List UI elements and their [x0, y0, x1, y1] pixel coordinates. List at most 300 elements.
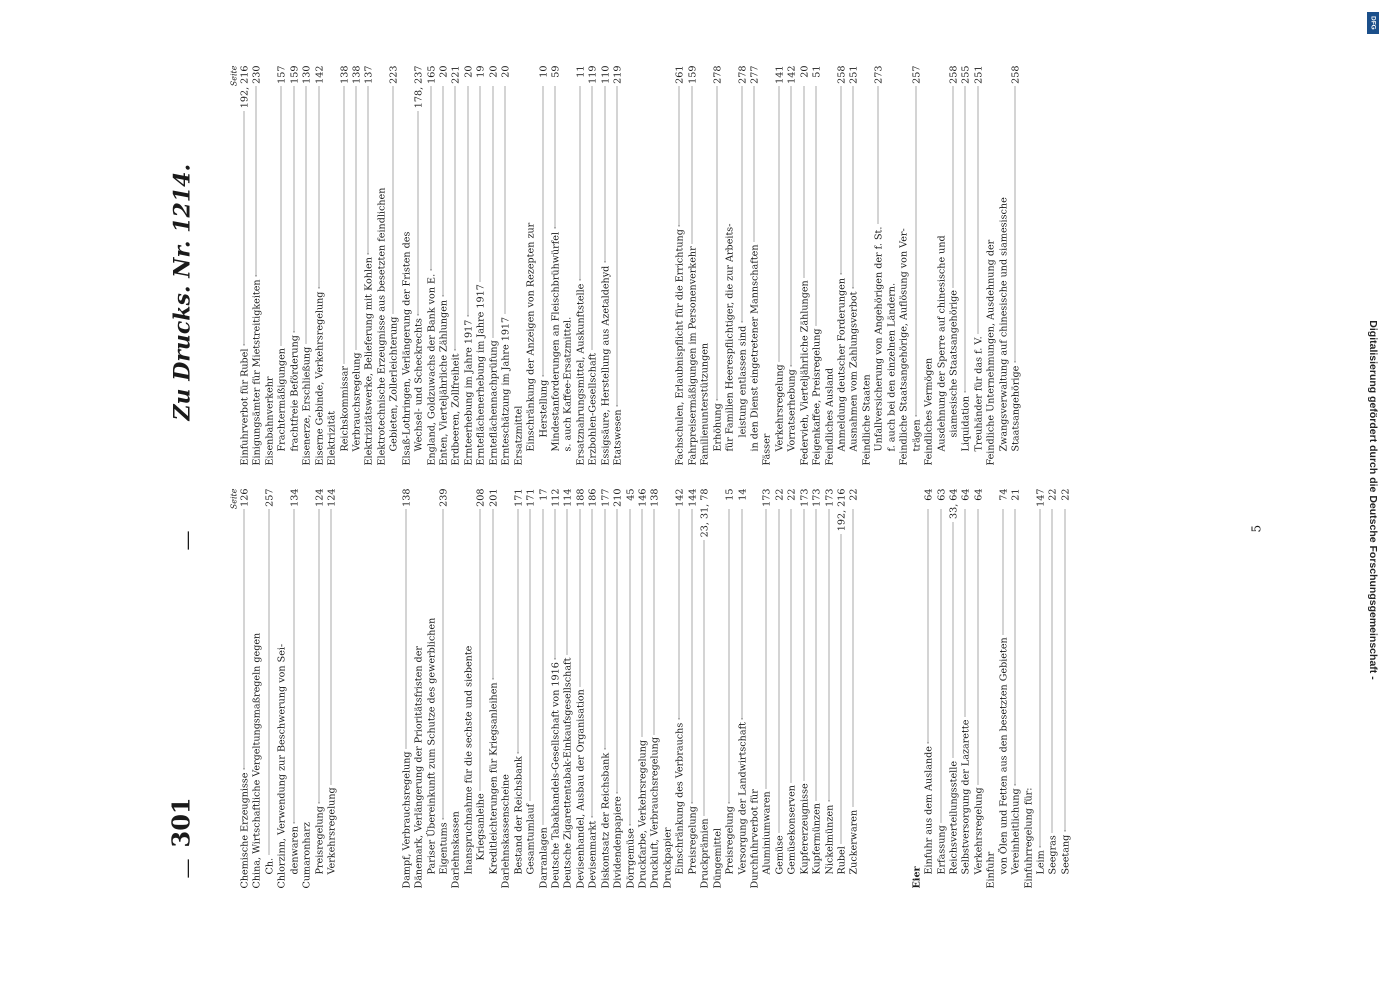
index-entry	[924, 66, 936, 466]
entry-page: 141	[774, 65, 786, 84]
leader-dots	[828, 510, 829, 802]
leader-dots	[791, 87, 792, 366]
entry-page: 210	[612, 488, 624, 507]
index-entry	[899, 489, 911, 889]
entry-term: in den Dienst eingetretener Mannschaften	[749, 244, 761, 452]
leader-dots	[492, 87, 493, 338]
entry-page: 255	[960, 65, 972, 84]
entry-page: 147	[1035, 488, 1047, 507]
entry-term: Cumaronharz	[301, 822, 313, 889]
entry-term: Erhöhung	[712, 403, 724, 452]
entry-page: 21	[1010, 488, 1022, 501]
entry-term: Gesamtumlauf	[525, 803, 537, 875]
entry-term: Darranlagen	[538, 827, 549, 889]
entry-term: Durchfuhrverbot für	[749, 789, 761, 889]
leader-dots	[579, 510, 580, 686]
leader-dots	[679, 87, 680, 226]
index-entry	[799, 66, 811, 466]
entry-page: 219	[612, 65, 624, 84]
entry-page: 258	[836, 65, 848, 84]
entry-term: Einfuhr aus dem Auslande	[923, 746, 935, 875]
leader-dots	[443, 510, 444, 820]
leader-dots	[393, 87, 394, 314]
leader-dots	[778, 510, 779, 833]
index-entry	[650, 66, 662, 466]
index-entry	[762, 489, 774, 889]
entry-page: 171	[513, 488, 525, 507]
entry-term: Seetang	[1060, 834, 1072, 875]
entry-term: Eigentums	[438, 822, 450, 875]
leader-dots	[816, 87, 817, 326]
entry-term: Preisregelung	[724, 806, 736, 875]
entry-page: 22	[1060, 488, 1072, 501]
entry-term: Enten, Vierteljährliche Zählungen	[438, 299, 450, 466]
index-entry	[439, 489, 451, 889]
index-entry	[1011, 489, 1023, 889]
index-entry	[874, 489, 886, 889]
entry-term: Fachschulen, Erlaubnispflicht für die Errichtung	[674, 229, 686, 466]
entry-page: 22	[774, 488, 786, 501]
entry-page: 173	[824, 488, 836, 507]
index-entry	[998, 489, 1010, 889]
index-entry	[550, 489, 562, 889]
entry-term: Darlehnskassenscheine	[500, 774, 512, 889]
entry-page: 74	[998, 488, 1010, 501]
entry-term: Reichskommissar	[339, 366, 350, 452]
index-entry	[376, 66, 388, 466]
index-entry	[886, 66, 898, 466]
leader-dots	[716, 87, 717, 400]
leader-dots	[244, 111, 245, 345]
entry-term: denwaren	[289, 826, 301, 875]
page-header	[167, 1, 217, 1001]
entry-page: 20	[488, 65, 500, 78]
entry-page: 112	[550, 488, 562, 507]
leader-dots	[604, 87, 605, 263]
index-entry	[936, 66, 948, 466]
leader-dots	[244, 510, 245, 770]
page-number: 301	[166, 797, 196, 848]
index-entry	[488, 66, 500, 466]
leader-dots	[816, 510, 817, 800]
leader-dots	[977, 510, 978, 785]
entry-page: 33, 64	[948, 488, 960, 520]
entry-term: Dampf, Verbrauchsregelung	[401, 751, 413, 889]
entry-term: Selbstversorgung der Lazarette	[960, 719, 972, 875]
index-entry	[426, 489, 438, 889]
leader-dots	[418, 111, 419, 315]
entry-page: 23, 31, 78	[699, 488, 711, 538]
entry-term: Bestand der Reichsbank	[513, 756, 525, 875]
index-entry	[526, 489, 538, 889]
index-entry	[725, 66, 737, 466]
index-entry	[973, 66, 985, 466]
entry-term: Federvieh, Vierteljährliche Zählungen	[799, 280, 811, 466]
entry-term: Verkehrsregelung	[973, 787, 985, 875]
index-entry	[1048, 489, 1060, 889]
entry-term: frachtfreie Beförderung	[289, 335, 301, 452]
entry-page: 137	[363, 65, 375, 84]
leader-dots	[691, 510, 692, 803]
index-entry	[911, 489, 923, 889]
entry-term: Familienunterstützungen	[699, 342, 711, 466]
footer-number: 5	[1249, 524, 1264, 533]
entry-page: 173	[761, 488, 773, 507]
index-entry	[439, 66, 451, 466]
entry-page: 64	[973, 488, 985, 501]
index-entry	[824, 66, 836, 466]
entry-page: 114	[562, 488, 574, 507]
index-entry	[277, 66, 289, 466]
entry-page: 186	[587, 488, 599, 507]
index-entry	[351, 66, 363, 466]
index-entry	[600, 66, 612, 466]
entry-term: Erdbeeren, Zollfreiheit	[450, 353, 462, 466]
leader-dots	[554, 510, 555, 659]
leader-dots	[505, 87, 506, 314]
entry-term: f. auch bei den einzelnen Ländern.	[886, 282, 898, 452]
entry-page: 119	[587, 65, 599, 84]
entry-page: 146	[637, 488, 649, 507]
entry-term: Rubel	[836, 846, 848, 875]
leader-dots	[281, 87, 282, 345]
leader-dots	[617, 87, 618, 407]
entry-page: 22	[1047, 488, 1059, 501]
entry-term: Pariser Übereinkunft zum Schutze des gewerblichen	[426, 617, 438, 875]
entry-page: 159	[687, 65, 699, 84]
entry-term: Ch.	[264, 857, 276, 875]
entry-term: Etatswesen	[612, 409, 624, 466]
entry-page: 142	[674, 488, 686, 507]
entry-term: Feindliche Unternehmungen, Ausdehnung der	[985, 239, 997, 466]
leader-dots	[654, 510, 655, 734]
index-entry	[588, 66, 600, 466]
index-entry	[414, 489, 426, 889]
entry-page: 134	[289, 488, 301, 507]
page-title: Zu Drucks. Nr. 1214.	[169, 163, 196, 421]
index-entry	[451, 489, 463, 889]
leader-dots	[343, 87, 344, 363]
index-entry	[252, 489, 264, 889]
index-entry	[948, 489, 960, 889]
entry-term: Dänemark, Verlängerung der Prioritätsfristen der	[413, 646, 425, 889]
entry-term: Fässer	[761, 433, 773, 466]
index-entry	[1060, 489, 1072, 889]
entry-term: Verkehrsregelung	[326, 787, 338, 875]
leader-dots	[467, 87, 468, 317]
index-entry	[289, 66, 301, 466]
leader-dots	[878, 87, 879, 224]
entry-page: 201	[488, 488, 500, 507]
leader-dots	[592, 510, 593, 818]
digitization-sidebar	[1366, 6, 1380, 994]
entry-term: Feindliche Staatsangehörige, Auflösung von Ver-	[898, 228, 910, 466]
entry-term: Vorratserhebung	[786, 369, 798, 452]
leader-dots	[940, 510, 941, 823]
entry-term: Wechsel- und Scheckrechts	[413, 318, 425, 452]
entry-term: Gebieten, Zollerleichterung	[388, 316, 400, 452]
entry-page: 45	[625, 488, 637, 501]
index-entry	[302, 66, 314, 466]
index-entry	[513, 489, 525, 889]
index-entry	[998, 66, 1010, 466]
entry-term: s. auch Kaffee-Ersatzmittel.	[562, 316, 574, 452]
leader-dots	[965, 510, 966, 717]
entry-term: Einfuhr	[985, 851, 997, 889]
index-entry	[1036, 489, 1048, 889]
entry-page: 130	[301, 65, 313, 84]
index-entry	[563, 489, 575, 889]
leader-dots	[554, 87, 555, 229]
index-entry	[476, 66, 488, 466]
leader-dots	[704, 540, 705, 815]
leader-dots	[741, 87, 742, 323]
leader-dots	[443, 87, 444, 297]
entry-term: Ausnahmen vom Zahlungsverbot	[848, 291, 860, 452]
entry-term: Einfuhrregelung für:	[1023, 787, 1035, 889]
leader-dots	[791, 510, 792, 783]
leader-dots	[741, 510, 742, 720]
index-entry	[936, 489, 948, 889]
entry-term: trägen	[911, 419, 923, 452]
entry-page: 144	[687, 488, 699, 507]
leader-dots	[306, 87, 307, 344]
index-entry	[986, 489, 998, 889]
entry-page: 20	[463, 65, 475, 78]
leader-dots	[1040, 510, 1041, 847]
leader-dots	[766, 510, 767, 788]
entry-term: Erzbohlen-Gesellschaft	[587, 352, 599, 466]
index-entry	[911, 66, 923, 466]
entry-term: China, Wirtschaftliche Vergeltungsmaßregeln gegen	[251, 632, 263, 889]
entry-term: Einigungsämter für Mietstreitigkeiten	[251, 279, 263, 466]
entry-page: 22	[848, 488, 860, 501]
entry-term: Essigsäure, Herstellung aus Azetaldehyd	[600, 265, 612, 466]
index-entry	[264, 489, 276, 889]
index-entry	[613, 489, 625, 889]
leader-dots	[841, 87, 842, 275]
entry-term: Kupfermünzen	[811, 803, 823, 875]
entry-term: Treuhänder für das f. V.	[973, 336, 985, 452]
index-entry	[364, 489, 376, 889]
index-entry	[476, 489, 488, 889]
index-entry	[389, 66, 401, 466]
index-entry	[737, 66, 749, 466]
index-entry	[314, 489, 326, 889]
entry-page: 165	[426, 65, 438, 84]
leader-dots	[729, 510, 730, 804]
entry-page: 239	[438, 488, 450, 507]
entry-term: Staatsangehörige	[1010, 365, 1022, 452]
entry-page: 63	[936, 488, 947, 501]
index-entry	[837, 66, 849, 466]
leader-dots	[915, 87, 916, 417]
entry-term: Herstellung	[538, 379, 549, 438]
entry-term: Ernteschätzung im Jahre 1917	[500, 316, 512, 466]
index-entry	[252, 66, 264, 466]
entry-page: 20	[500, 65, 512, 78]
entry-page: 17	[538, 488, 549, 501]
index-entry	[973, 489, 985, 889]
index-entry	[812, 66, 824, 466]
index-entry	[961, 66, 973, 466]
entry-term: Ernteflächenerhebung im Jahre 1917	[475, 284, 487, 466]
entry-term: Versorgung der Landwirtschaft	[737, 722, 748, 875]
entry-term: Eiserne Gebinde, Verkehrsregelung	[314, 291, 326, 466]
entry-term: Einfuhrverbot für Rubel	[239, 348, 251, 466]
index-entry	[600, 489, 612, 889]
index-entry	[837, 489, 849, 889]
entry-page: 138	[401, 488, 413, 507]
index-entry	[824, 489, 836, 889]
entry-page: 138	[339, 65, 350, 84]
index-entry	[874, 66, 886, 466]
entry-term: Gemüse	[774, 835, 786, 875]
leader-dots	[642, 510, 643, 737]
entry-term: Gemüsekonserven	[786, 785, 798, 875]
leader-dots	[368, 87, 369, 254]
index-entry	[289, 489, 301, 889]
index-entry	[700, 66, 712, 466]
entry-term: leistung entlassen sind	[737, 325, 748, 438]
entry-page: 142	[314, 65, 326, 84]
index-entry	[625, 489, 637, 889]
leader-dots	[778, 87, 779, 362]
entry-page: 188	[575, 488, 587, 507]
entry-term: Inanspruchnahme für die sechste und siebente	[463, 645, 475, 875]
entry-page: 126	[239, 488, 251, 507]
entry-term: Devisenmarkt	[587, 820, 599, 889]
entry-term: Druckprämien	[699, 818, 711, 889]
index-entry	[1011, 66, 1023, 466]
leader-dots	[592, 87, 593, 350]
entry-term: Eisenerze, Erschließung	[301, 346, 313, 466]
index-column-left	[230, 489, 1073, 889]
index-entry	[899, 66, 911, 466]
index-entry	[638, 66, 650, 466]
entry-term: Preisregelung	[687, 806, 699, 875]
leader-dots	[318, 87, 319, 289]
index-entry	[924, 489, 936, 889]
index-entry	[687, 66, 699, 466]
index-entry	[625, 66, 637, 466]
entry-page: 223	[388, 65, 400, 84]
index-entry	[675, 489, 687, 889]
leader-dots	[293, 87, 294, 332]
entry-term: Seegras	[1047, 835, 1059, 875]
index-entry	[662, 66, 674, 466]
entry-term: Ersatzmittel	[513, 405, 525, 466]
index-entry	[787, 66, 799, 466]
leader-dots	[928, 510, 929, 744]
entry-page: 257	[911, 65, 923, 84]
entry-page: 142	[786, 65, 798, 84]
leader-dots	[604, 510, 605, 750]
leader-dots	[952, 522, 953, 758]
index-entry	[463, 66, 475, 466]
leader-dots	[1064, 510, 1065, 832]
entry-term: Ausdehnung der Sperre auf chinesische und	[936, 235, 947, 452]
entry-page: 192, 216	[836, 488, 848, 532]
entry-term: Druckfarbe, Verkehrsregelung	[637, 739, 649, 889]
index-entry	[302, 489, 314, 889]
entry-term: Düngemittel	[712, 828, 724, 889]
index-entry	[861, 66, 873, 466]
entry-term: England, Goldzuwachs der Bank von E.	[426, 273, 438, 466]
leader-dots	[803, 510, 804, 781]
entry-page: 19	[475, 65, 487, 78]
entry-page: 178, 237	[413, 65, 425, 109]
index-entry	[575, 66, 587, 466]
entry-term: Feindliche Staaten	[861, 374, 873, 466]
index-entry	[351, 489, 363, 889]
index-entry	[749, 489, 761, 889]
index-entry	[538, 489, 550, 889]
leader-dots	[853, 87, 854, 289]
leader-dots	[1052, 510, 1053, 833]
index-entry	[264, 66, 276, 466]
entry-page: 258	[1010, 65, 1022, 84]
index-entry	[575, 489, 587, 889]
entry-page: 11	[575, 65, 587, 78]
entry-term: Diskontsatz der Reichsbank	[600, 752, 612, 889]
index-entry	[463, 489, 475, 889]
index-entry	[401, 489, 413, 889]
entry-term: für Familien Heerespflichtiger, die zur Arbeits-	[724, 223, 736, 452]
entry-term: Druckluft, Verbrauchsregelung	[649, 737, 661, 889]
index-entry	[712, 66, 724, 466]
leader-dots	[1015, 510, 1016, 786]
entry-page: 251	[973, 65, 985, 84]
entry-term: Feindliches Ausland	[824, 367, 836, 466]
entry-page: 51	[811, 65, 823, 78]
entry-term: Feindliches Vermögen	[923, 357, 935, 466]
leader-dots	[430, 87, 431, 271]
index-entry	[389, 489, 401, 889]
entry-term: von Ölen und Fetten aus den besetzten Gebieten	[998, 637, 1010, 875]
leader-dots	[567, 510, 568, 655]
entry-term: Reichsverteilungsstelle	[948, 761, 960, 875]
index-entry	[762, 66, 774, 466]
index-entry	[774, 66, 786, 466]
entry-term: Aluminiumwaren	[761, 791, 773, 875]
digitization-note: Digitalisierung gefördert durch die Deutsche Forschungsgemeinschaft -	[1367, 320, 1379, 680]
leader-dots	[480, 510, 481, 791]
leader-dots	[977, 87, 978, 334]
entry-page: 22	[786, 488, 798, 501]
leader-dots	[629, 510, 630, 826]
index-entry	[526, 66, 538, 466]
index-entry	[687, 489, 699, 889]
entry-term: Eier	[911, 866, 923, 889]
entry-term: Einschränkung der Anzeigen von Rezepten zur	[525, 222, 537, 452]
entry-page: 192, 216	[239, 65, 251, 109]
entry-term: Deutsche Zigarettentabak-Einkaufsgesellschaft	[562, 657, 574, 889]
entry-page: 278	[737, 65, 748, 84]
index-entry	[538, 66, 550, 466]
entry-page: 64	[960, 488, 972, 501]
entry-term: Mindestanforderungen an Fleischbrühwürfel	[550, 231, 562, 452]
entry-page: 110	[600, 65, 612, 84]
leader-dots	[480, 87, 481, 282]
entry-page: 64	[923, 488, 935, 501]
index-entry	[712, 489, 724, 889]
entry-term: Verbrauchsregelung	[351, 352, 363, 452]
entry-page: 177	[600, 488, 612, 507]
entry-term: Frachtermäßigungen	[276, 348, 288, 452]
entry-term: Feigenkaffee, Preisregelung	[811, 328, 823, 466]
index-entry	[849, 66, 861, 466]
